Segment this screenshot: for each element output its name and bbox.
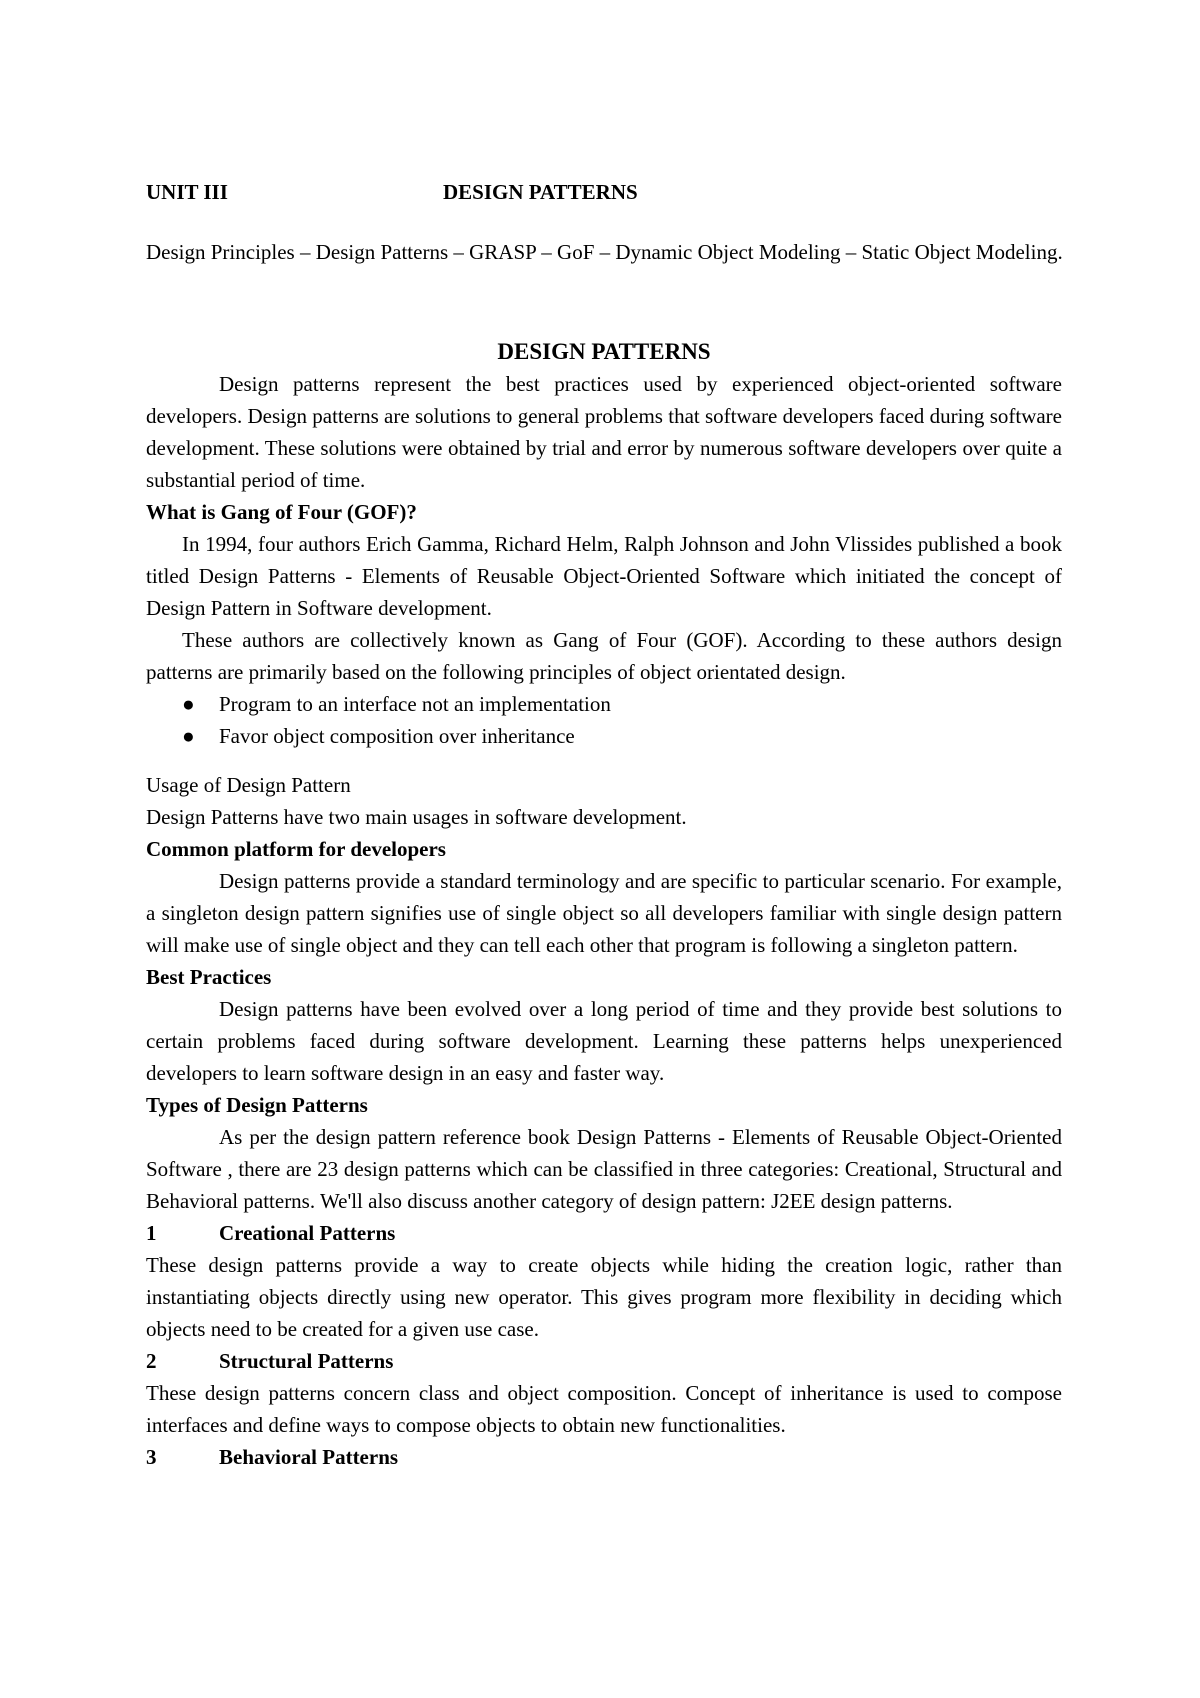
category-text-creational: These design patterns provide a way to create objects while hiding the creation logic, rather than instantiating objects directly using new operator. This gives program more flexibility in deciding which objects need to be created for a given use case.	[146, 1253, 1062, 1341]
list-item	[146, 720, 1062, 752]
gof-heading: What is Gang of Four (GOF)?	[146, 500, 417, 524]
usage-title: Usage of Design Pattern	[146, 773, 351, 797]
unit-title: DESIGN PATTERNS	[443, 180, 638, 204]
gof-paragraph-1: In 1994, four authors Erich Gamma, Richard Helm, Ralph Johnson and John Vlissides published a book titled Design Patterns - Elements of Reusable Object-Oriented Software which initiated the concept of Design Pattern in Software development.	[146, 532, 1062, 620]
best-practices-heading: Best Practices	[146, 965, 272, 989]
category-title: Creational Patterns	[219, 1221, 396, 1245]
category-heading-creational	[146, 1217, 1062, 1249]
gof-paragraph-2: These authors are collectively known as Gang of Four (GOF). According to these authors design patterns are primarily based on the following principles of object orientated design.	[146, 628, 1062, 684]
list-item-text: Program to an interface not an implementation	[219, 692, 611, 716]
usage-intro: Design Patterns have two main usages in software development.	[146, 805, 687, 829]
common-platform-heading: Common platform for developers	[146, 837, 446, 861]
category-title: Structural Patterns	[219, 1349, 394, 1373]
spacer	[146, 752, 1062, 769]
principles-list	[146, 688, 1062, 752]
category-text-structural: These design patterns concern class and object composition. Concept of inheritance is used to compose interfaces and define ways to compose objects to obtain new functionalities.	[146, 1381, 1062, 1437]
common-platform-paragraph: Design patterns provide a standard terminology and are specific to particular scenario. For example, a singleton design pattern signifies use of single object so all developers familiar with single design pattern will make use of single object and they can tell each other that program is following a singleton pattern.	[146, 869, 1062, 957]
category-number: 2	[146, 1349, 157, 1373]
category-number: 3	[146, 1445, 157, 1469]
category-number: 1	[146, 1221, 157, 1245]
category-heading-behavioral	[146, 1441, 1062, 1473]
list-item	[146, 688, 1062, 720]
document-body	[146, 336, 1062, 1473]
intro-paragraph: Design patterns represent the best practices used by experienced object-oriented software developers. Design patterns are solutions to general problems that software developers faced during software development. These solutions were obtained by trial and error by numerous software developers over quite a substantial period of time.	[146, 372, 1062, 492]
types-heading: Types of Design Patterns	[146, 1093, 368, 1117]
unit-label: UNIT III	[146, 180, 228, 204]
list-item-text: Favor object composition over inheritance	[219, 724, 575, 748]
category-title: Behavioral Patterns	[219, 1445, 399, 1469]
bullet-icon: ●	[182, 692, 195, 716]
category-heading-structural	[146, 1345, 1062, 1377]
main-heading: DESIGN PATTERNS	[497, 339, 711, 364]
unit-topics: Design Principles – Design Patterns – GRASP – GoF – Dynamic Object Modeling – Static Object Modeling.	[146, 240, 1063, 264]
types-paragraph: As per the design pattern reference book Design Patterns - Elements of Reusable Object-Oriented Software , there are 23 design patterns which can be classified in three categories: Creational, Structural and Behavioral patterns. We'll also discuss another category of design pattern: J2EE design patterns.	[146, 1125, 1062, 1213]
bullet-icon: ●	[182, 724, 195, 748]
best-practices-paragraph: Design patterns have been evolved over a long period of time and they provide best solutions to certain problems faced during software development. Learning these patterns helps unexperienced developers to learn software design in an easy and faster way.	[146, 997, 1062, 1085]
